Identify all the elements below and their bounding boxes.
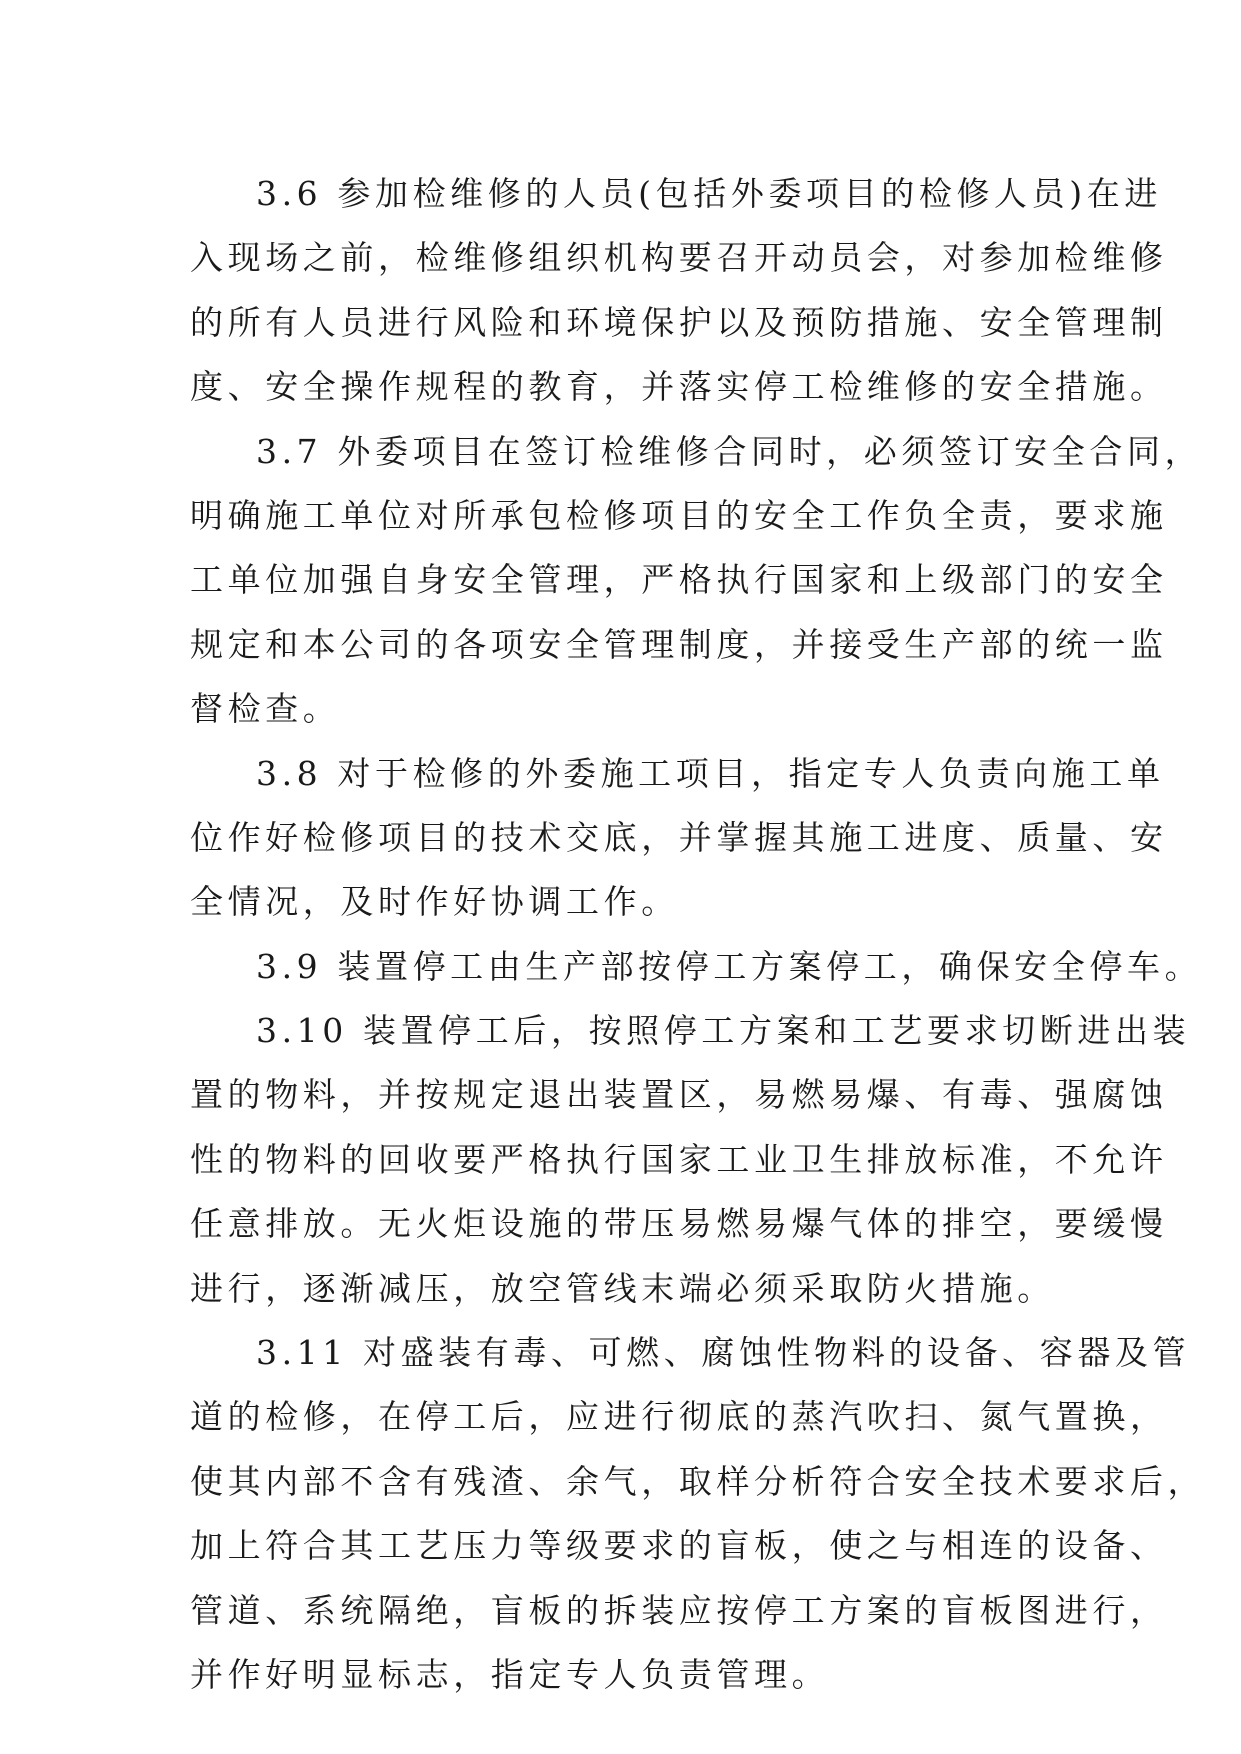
paragraph-line: 入现场之前，检维修组织机构要召开动员会，对参加检维修 (190, 238, 1168, 278)
paragraph-line: 道的检修，在停工后，应进行彻底的蒸汽吹扫、氮气置换， (190, 1397, 1168, 1437)
paragraph-line: 加上符合其工艺压力等级要求的盲板，使之与相连的设备、 (190, 1526, 1168, 1566)
paragraph-line: 度、安全操作规程的教育，并落实停工检维修的安全措施。 (190, 367, 1168, 407)
paragraph-line: 任意排放。无火炬设施的带压易燃易爆气体的排空，要缓慢 (190, 1204, 1168, 1244)
paragraph-line: 明确施工单位对所承包检修项目的安全工作负全责，要求施 (190, 495, 1168, 535)
paragraph-line: 进行，逐渐减压，放空管线末端必须采取防火措施。 (190, 1268, 1055, 1308)
paragraph-line: 性的物料的回收要严格执行国家工业卫生排放标准，不允许 (190, 1139, 1168, 1179)
paragraph-line: 位作好检修项目的技术交底，并掌握其施工进度、质量、安 (190, 817, 1168, 857)
paragraph-line: 规定和本公司的各项安全管理制度，并接受生产部的统一监 (190, 624, 1168, 664)
paragraph-line: 使其内部不含有残渣、余气，取样分析符合安全技术要求后， (190, 1461, 1206, 1501)
paragraph-line: 3.10 装置停工后，按照停工方案和工艺要求切断进出装 (256, 1011, 1191, 1051)
paragraph-line: 3.6 参加检维修的人员(包括外委项目的检修人员)在进 (256, 174, 1162, 213)
paragraph-line: 的所有人员进行风险和环境保护以及预防措施、安全管理制 (190, 302, 1168, 342)
paragraph-line: 3.11 对盛装有毒、可燃、腐蚀性物料的设备、容器及管 (256, 1333, 1191, 1373)
paragraph-line: 3.9 装置停工由生产部按停工方案停工，确保安全停车。 (256, 946, 1203, 986)
paragraph-line: 置的物料，并按规定退出装置区，易燃易爆、有毒、强腐蚀 (190, 1075, 1168, 1115)
paragraph-line: 全情况，及时作好协调工作。 (190, 882, 679, 922)
paragraph-line: 工单位加强自身安全管理，严格执行国家和上级部门的安全 (190, 560, 1168, 600)
paragraph-line: 督检查。 (190, 689, 341, 729)
paragraph-line: 并作好明显标志，指定专人负责管理。 (190, 1654, 830, 1694)
document-body (190, 162, 1206, 1707)
paragraph-line: 3.7 外委项目在签订检维修合同时，必须签订安全合同， (256, 431, 1203, 471)
paragraph-line: 管道、系统隔绝，盲板的拆装应按停工方案的盲板图进行， (190, 1590, 1168, 1630)
paragraph-line: 3.8 对于检修的外委施工项目，指定专人负责向施工单 (256, 753, 1165, 793)
